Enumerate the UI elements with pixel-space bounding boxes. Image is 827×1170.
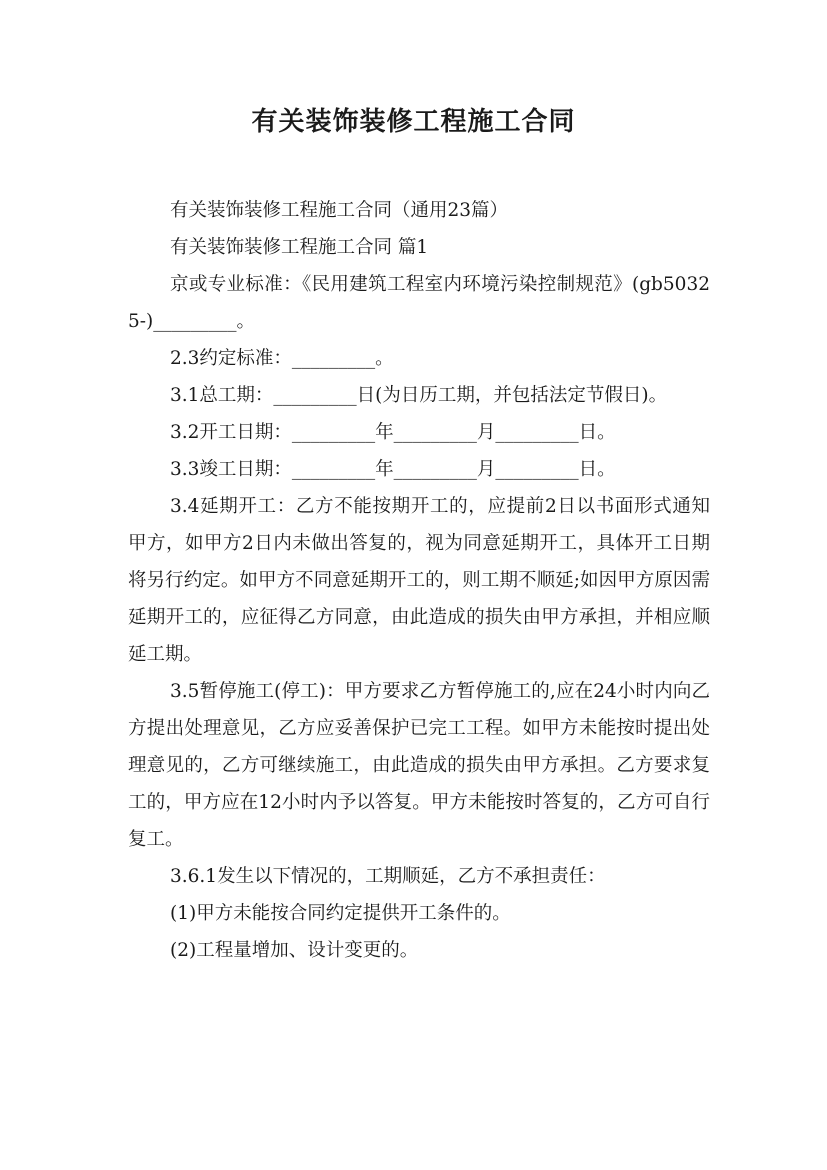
paragraph-completion-date: 3.3竣工日期：_________年_________月_________日。 <box>170 459 616 480</box>
paragraph-condition-2: (2)工程量增加、设计变更的。 <box>170 940 419 961</box>
paragraph-total-duration: 3.1总工期：_________日(为日历工期，并包括法定节假日)。 <box>170 385 668 406</box>
paragraph-condition-1: (1)甲方未能按合同约定提供开工条件的。 <box>170 903 511 924</box>
paragraph-standard: 京或专业标准：《民用建筑工程室内环境污染控制规范》(gb50325-)_________。 <box>128 274 710 332</box>
paragraph-suspension: 3.5暂停施工(停工)：甲方要求乙方暂停施工的,应在24小时内向乙方提出处理意见，乙方应妥善保护已完工工程。如甲方未能按时提出处理意见的，乙方可继续施工，由此造成的损失由甲方承担。乙方要求复工的，甲方应在12小时内予以答复。甲方未能按时答复的，乙方可自行复工。 <box>128 681 710 850</box>
paragraph-heading: 有关装饰装修工程施工合同（通用23篇） <box>170 200 509 221</box>
paragraph-subheading: 有关装饰装修工程施工合同 篇1 <box>170 237 429 258</box>
paragraph-extension-conditions: 3.6.1发生以下情况的，工期顺延，乙方不承担责任： <box>170 866 606 887</box>
paragraph-agreed-standard: 2.3约定标准：_________。 <box>170 348 394 369</box>
paragraph-start-date: 3.2开工日期：_________年_________月_________日。 <box>170 422 616 443</box>
paragraph-delayed-start: 3.4延期开工：乙方不能按期开工的，应提前2日以书面形式通知甲方，如甲方2日内未做出答复的，视为同意延期开工，具体开工日期将另行约定。如甲方不同意延期开工的，则工期不顺延;如因甲方原因需延期开工的，应征得乙方同意，由此造成的损失由甲方承担，并相应顺延工期。 <box>128 496 710 665</box>
document-body <box>128 192 710 969</box>
document-title: 有关装饰装修工程施工合同 <box>251 107 576 137</box>
